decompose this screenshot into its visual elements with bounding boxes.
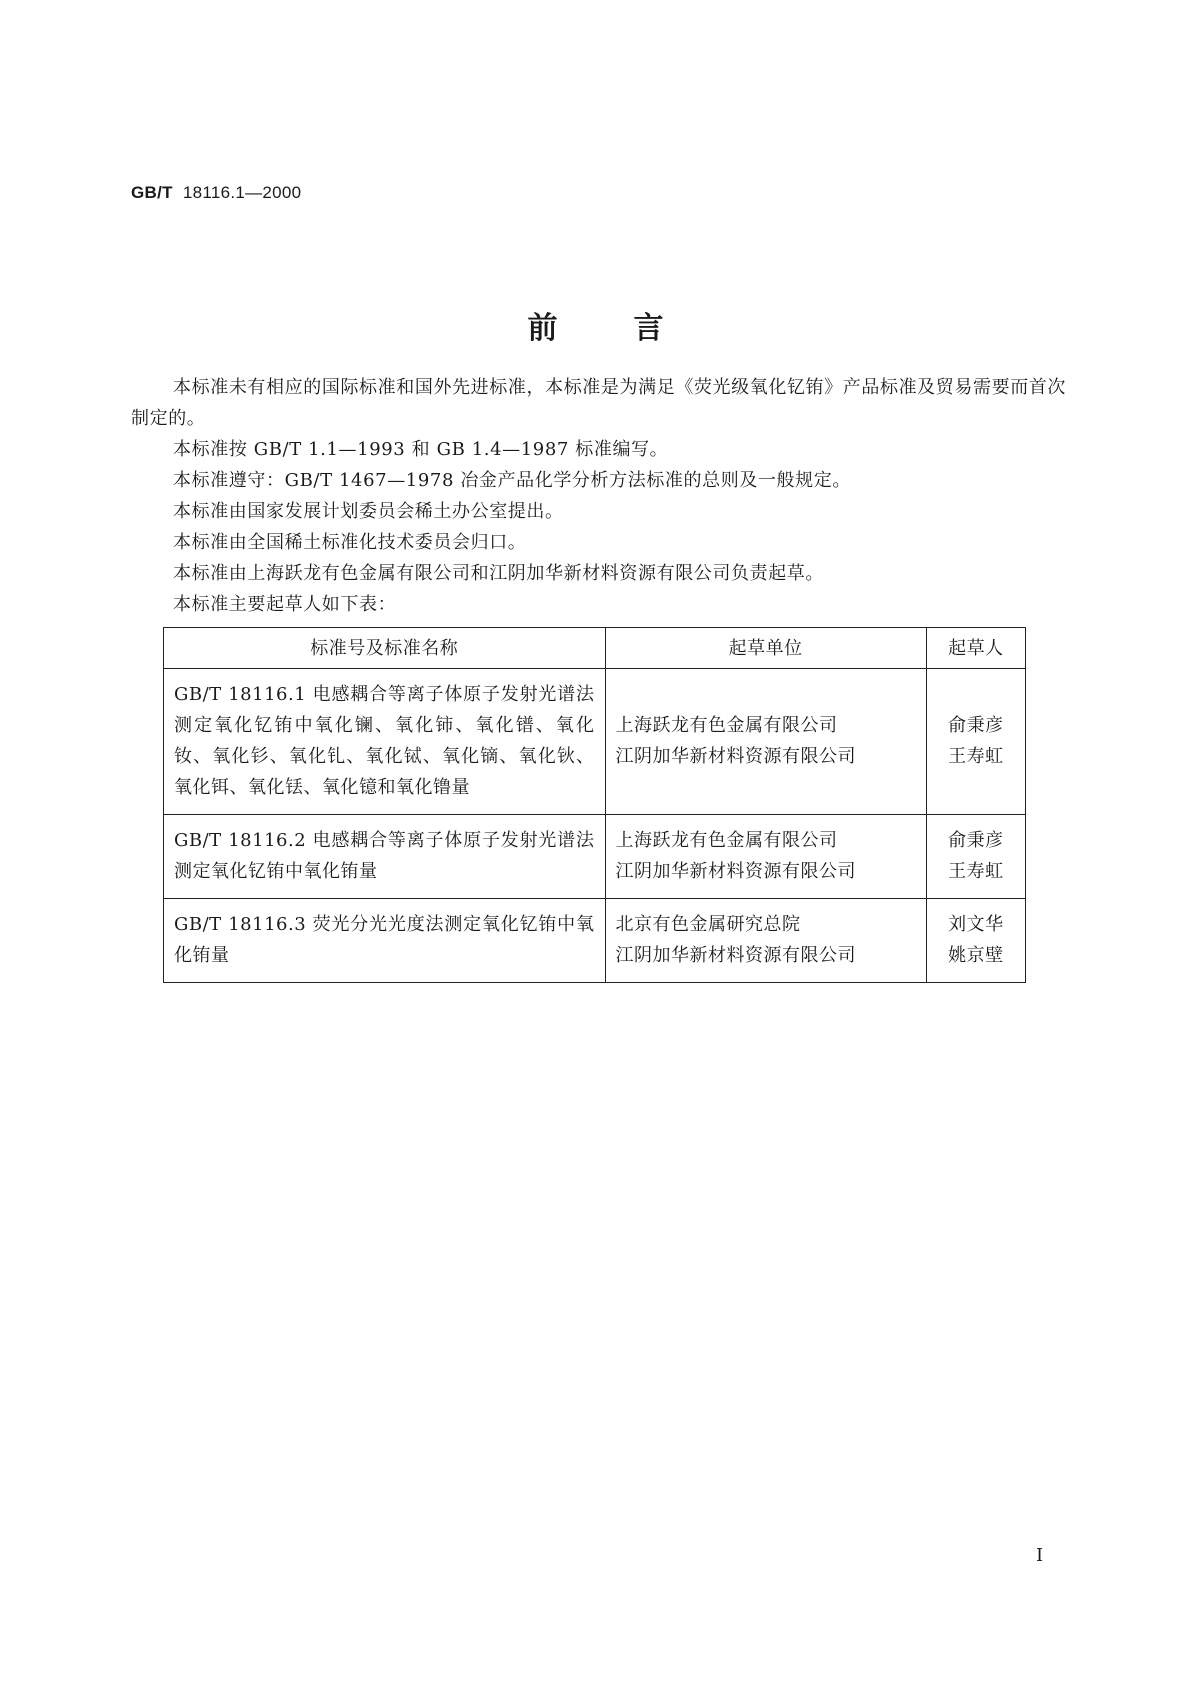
foreword-body: [131, 372, 1066, 620]
drafter-name: 王寿虹: [948, 861, 1004, 882]
standard-number: 18116.1—2000: [182, 183, 302, 202]
drafting-unit-cell: [605, 669, 926, 815]
drafters-cell: [926, 815, 1025, 899]
drafter-name: 王寿虹: [948, 746, 1004, 767]
table-row: [164, 815, 1026, 899]
header-drafting-unit: 起草单位: [605, 628, 926, 669]
unit-line: 江阴加华新材料资源有限公司: [615, 746, 856, 767]
paragraph: 本标准遵守：GB/T 1467—1978 冶金产品化学分析方法标准的总则及一般规定。: [173, 470, 851, 491]
standard-code: [131, 183, 301, 203]
table-header-row: [164, 628, 1026, 669]
drafting-unit-cell: [605, 815, 926, 899]
paragraph: 本标准由国家发展计划委员会稀土办公室提出。: [173, 501, 564, 522]
paragraph: 本标准由上海跃龙有色金属有限公司和江阴加华新材料资源有限公司负责起草。: [173, 563, 824, 584]
unit-line: 北京有色金属研究总院: [615, 914, 801, 935]
unit-line: 江阴加华新材料资源有限公司: [615, 861, 856, 882]
header-drafters: 起草人: [926, 628, 1025, 669]
standard-name-cell: GB/T 18116.3 荧光分光光度法测定氧化钇铕中氧化铕量: [164, 899, 606, 983]
drafter-name: 俞秉彦: [948, 830, 1004, 851]
drafters-cell: [926, 899, 1025, 983]
table-row: [164, 899, 1026, 983]
standard-prefix: GB/T: [131, 183, 173, 202]
standard-name-cell: GB/T 18116.2 电感耦合等离子体原子发射光谱法测定氧化钇铕中氧化铕量: [164, 815, 606, 899]
header-standard-name: 标准号及标准名称: [164, 628, 606, 669]
paragraph: 本标准由全国稀土标准化技术委员会归口。: [173, 532, 527, 553]
unit-line: 上海跃龙有色金属有限公司: [615, 830, 838, 851]
drafting-unit-cell: [605, 899, 926, 983]
standard-name-cell: GB/T 18116.1 电感耦合等离子体原子发射光谱法测定氧化钇铕中氧化镧、氧化铈、氧化镨、氧化钕、氧化钐、氧化钆、氧化铽、氧化镝、氧化钬、氧化铒、氧化铥、氧化镱和氧化镥量: [164, 669, 606, 815]
drafter-name: 姚京壁: [948, 945, 1004, 966]
drafters-table: [163, 627, 1026, 983]
table-row: [164, 669, 1026, 815]
page-number: I: [1036, 1545, 1044, 1566]
paragraph: 本标准主要起草人如下表：: [173, 594, 397, 615]
unit-line: 江阴加华新材料资源有限公司: [615, 945, 856, 966]
drafter-name: 俞秉彦: [948, 715, 1004, 736]
unit-line: 上海跃龙有色金属有限公司: [615, 715, 838, 736]
drafter-name: 刘文华: [948, 914, 1004, 935]
paragraph: 本标准按 GB/T 1.1—1993 和 GB 1.4—1987 标准编写。: [173, 439, 669, 460]
paragraph: 本标准未有相应的国际标准和国外先进标准，本标准是为满足《荧光级氧化钇铕》产品标准及贸易需要而首次制定的。: [131, 377, 1066, 429]
drafters-cell: [926, 669, 1025, 815]
page-title: 前言: [527, 311, 740, 346]
